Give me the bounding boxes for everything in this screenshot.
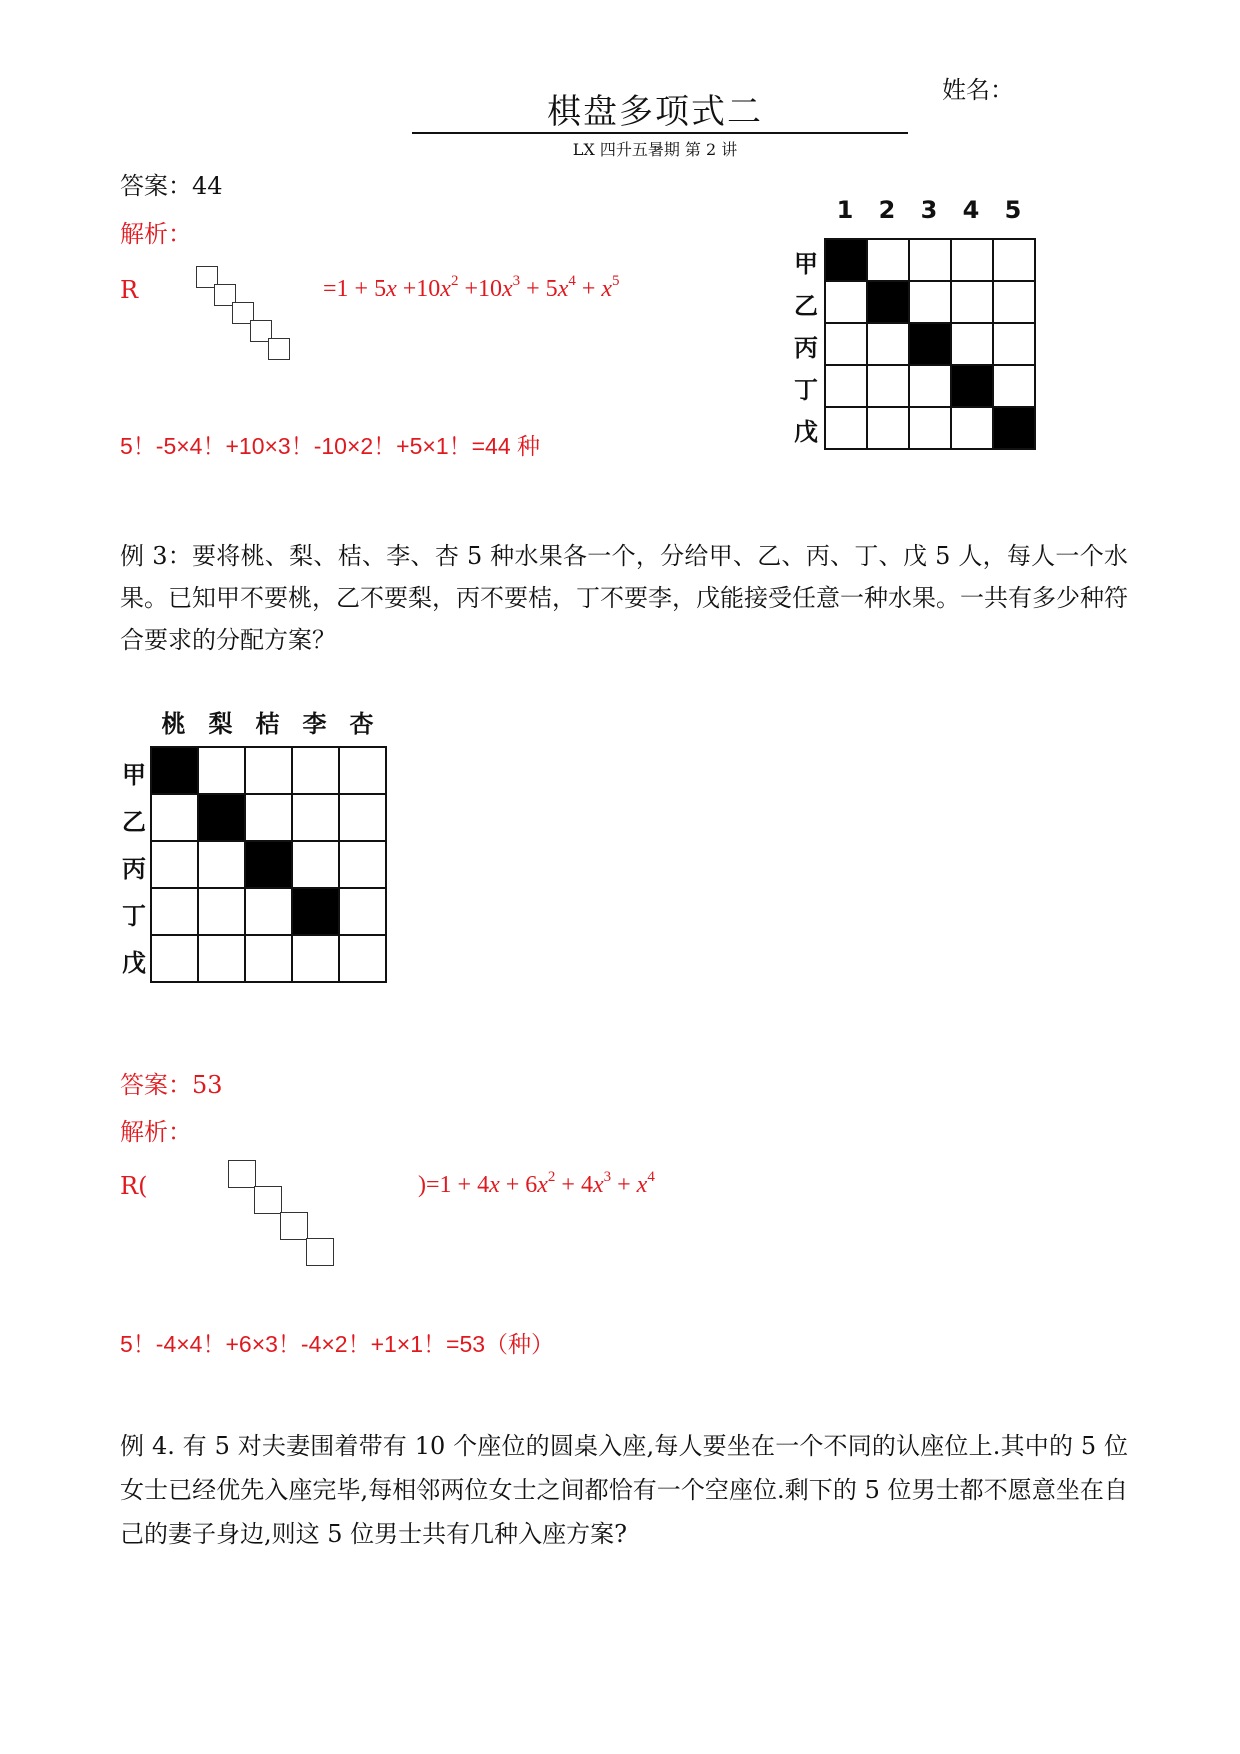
ex2-board-row-label-5: 戊 xyxy=(794,418,818,446)
ex2-board-cell xyxy=(992,280,1036,324)
name-label: 姓名： xyxy=(942,76,1014,104)
ex3-board-col-label-1: 桃 xyxy=(161,710,186,738)
page-subtitle: LX 四升五暑期 第 2 讲 xyxy=(572,140,738,159)
ex2-board-cell xyxy=(866,238,910,282)
ex3-board-cell xyxy=(291,840,340,889)
ex2-board-cell xyxy=(824,280,868,324)
ex3-board-cell xyxy=(291,793,340,842)
ex3-board-cell xyxy=(338,746,387,795)
ex2-board-cell xyxy=(908,406,952,450)
ex3-board-cell xyxy=(244,840,293,889)
ex3-board-col-label-5: 杏 xyxy=(349,710,374,738)
ex2-board-cell xyxy=(950,322,994,366)
ex2-board-cell xyxy=(950,238,994,282)
ex2-board-row-label-2: 乙 xyxy=(794,292,818,320)
page-title: 棋盘多项式二 xyxy=(547,92,763,132)
ex2-answer: 答案：44 xyxy=(120,172,223,200)
ex2-board-cell xyxy=(824,322,868,366)
ex2-board-cell xyxy=(950,364,994,408)
ex3-board-cell xyxy=(291,746,340,795)
ex2-board-cell xyxy=(908,280,952,324)
ex3-r-open: R( xyxy=(120,1172,148,1200)
ex3-staircase-board xyxy=(228,1160,348,1280)
ex3-board-row-label-4: 丁 xyxy=(122,901,146,930)
ex3-board-cell xyxy=(338,934,387,983)
ex3-board-cell xyxy=(197,840,246,889)
ex3-sum: 5！-4×4！+6×3！-4×2！+1×1！=53（种） xyxy=(120,1331,555,1357)
ex3-answer: 答案：53 xyxy=(120,1071,223,1099)
ex3-board-cell xyxy=(244,887,293,936)
ex3-board-cell xyxy=(197,793,246,842)
ex2-board-cell xyxy=(866,280,910,324)
ex2-board-cell xyxy=(824,238,868,282)
ex2-board-row-label-3: 丙 xyxy=(794,334,818,362)
ex2-board-cell xyxy=(908,364,952,408)
ex3-board-cell xyxy=(244,793,293,842)
ex2-board-cell xyxy=(992,406,1036,450)
ex3-analysis-label: 解析： xyxy=(120,1118,192,1146)
ex3-board-cell xyxy=(197,746,246,795)
ex2-polynomial: $=1 + 5x +10x^2 +10x^3 + 5x^4 + x^5$ xyxy=(323,273,620,302)
ex2-board-col-label-3: 3 xyxy=(920,196,938,224)
ex3-board-cell xyxy=(197,887,246,936)
ex2-board-cell xyxy=(824,364,868,408)
ex3-board-cell xyxy=(150,934,199,983)
ex3-board-cell xyxy=(291,887,340,936)
ex2-board-col-label-1: 1 xyxy=(836,196,854,224)
ex3-board-cell xyxy=(197,934,246,983)
ex2-board-col-label-5: 5 xyxy=(1004,196,1022,224)
ex3-board-row-label-3: 丙 xyxy=(122,854,146,883)
ex2-board-cell xyxy=(992,238,1036,282)
ex3-board-cell xyxy=(338,887,387,936)
ex3-board-cell xyxy=(291,934,340,983)
ex2-board-row-label-4: 丁 xyxy=(794,376,818,404)
ex2-r-label: R xyxy=(120,276,139,304)
ex3-board-cell xyxy=(338,793,387,842)
ex3-board-row-label-2: 乙 xyxy=(122,807,146,836)
ex2-board-col-label-2: 2 xyxy=(878,196,896,224)
title-rule xyxy=(412,132,908,134)
ex3-board-cell xyxy=(244,934,293,983)
ex3-board-row-label-1: 甲 xyxy=(122,760,146,789)
ex3-board-cell xyxy=(150,840,199,889)
ex3-board-cell xyxy=(338,840,387,889)
ex2-board-cell xyxy=(908,238,952,282)
ex3-board-cell xyxy=(244,746,293,795)
ex2-board-cell xyxy=(992,322,1036,366)
ex3-board-row-label-5: 戊 xyxy=(122,948,146,977)
example4-text: 例 4. 有 5 对夫妻围着带有 10 个座位的圆桌入座,每人要坐在一个不同的认座位上.其中的 5 位女士已经优先入座完毕,每相邻两位女士之间都恰有一个空座位.剩下的 5 位男士都不愿意坐在自己的妻子身边,则这 5 位男士共有几种入座方案? xyxy=(120,1432,1128,1548)
ex3-board-col-label-3: 桔 xyxy=(255,710,280,738)
ex3-board-col-label-4: 李 xyxy=(302,710,327,738)
ex2-sum: 5！-5×4！+10×3！-10×2！+5×1！=44 种 xyxy=(120,433,541,459)
ex3-board-cell xyxy=(150,746,199,795)
ex2-board-cell xyxy=(824,406,868,450)
ex2-board-cell xyxy=(866,406,910,450)
ex2-board-cell xyxy=(866,364,910,408)
ex3-board-col-label-2: 梨 xyxy=(208,710,233,738)
ex2-board-cell xyxy=(992,364,1036,408)
ex2-staircase-board xyxy=(196,266,296,366)
ex2-board-col-label-4: 4 xyxy=(962,196,980,224)
ex3-board-cell xyxy=(150,887,199,936)
example3-text: 例 3：要将桃、梨、桔、李、杏 5 种水果各一个，分给甲、乙、丙、丁、戊 5 人，每人一个水果。已知甲不要桃，乙不要梨，丙不要桔，丁不要李，戊能接受任意一种水果。一共有多少种符合要求的分配方案？ xyxy=(120,542,1128,654)
ex2-board-cell xyxy=(866,322,910,366)
ex2-board-cell xyxy=(950,406,994,450)
ex3-board-cell xyxy=(150,793,199,842)
ex3-polynomial: )$=1 + 4x + 6x^2 + 4x^3 + x^4$ xyxy=(418,1169,655,1198)
ex2-analysis-label: 解析： xyxy=(120,220,192,248)
ex2-board-row-label-1: 甲 xyxy=(794,250,818,278)
ex2-board-cell xyxy=(908,322,952,366)
ex2-board-cell xyxy=(950,280,994,324)
